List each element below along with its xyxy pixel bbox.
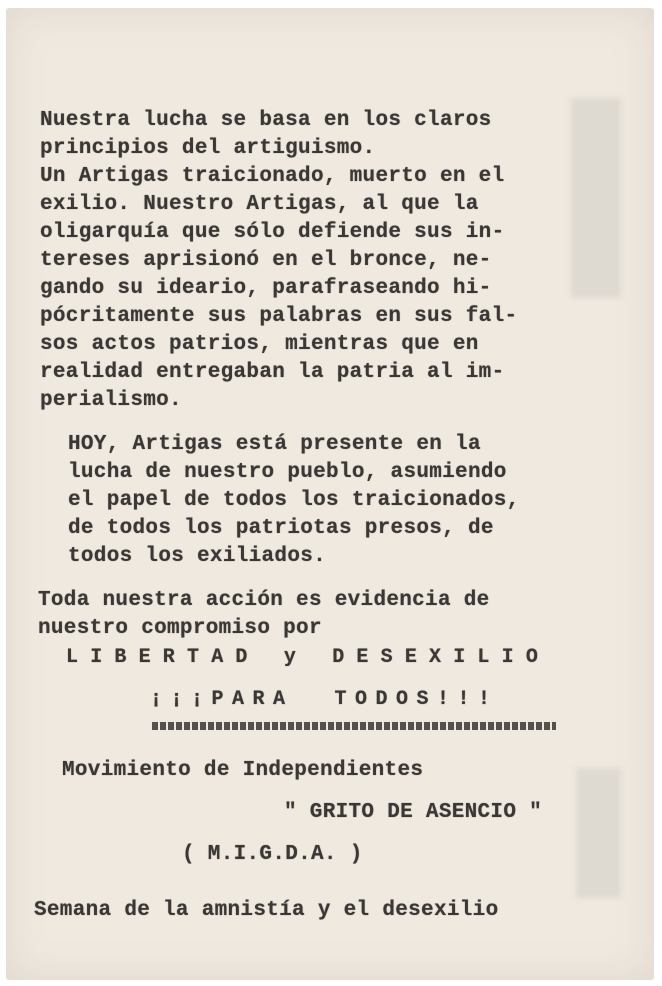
organization-name: Movimiento de Independientes [62,759,424,782]
paper-stain [571,98,621,298]
text-line: oligarquía que sólo defiende sus in- [40,221,505,244]
text-line: gando su ideario, parafraseando hi- [40,277,492,300]
organization-acronym: ( M.I.G.D.A. ) [182,843,363,866]
text-line: nuestro compromiso por [38,617,322,640]
text-line: de todos los patriotas presos, de [68,517,494,540]
text-line: sos actos patrios, mientras que en [40,333,479,356]
document-sheet [6,8,654,980]
text-line: pócritamente sus palabras en sus fal- [40,305,518,328]
text-line: perialismo. [40,389,182,412]
text-line: Toda nuestra acción es evidencia de [38,589,490,612]
slogan-for-all: ¡¡¡PARA TODOS!!! [150,688,499,711]
text-line: lucha de nuestro pueblo, asumiendo [68,461,507,484]
organization-motto: " GRITO DE ASENCIO " [284,801,543,824]
text-line: HOY, Artigas está presente en la [68,433,481,456]
text-line: Nuestra lucha se basa en los claros [40,109,492,132]
text-line: realidad entregaban la patria al im- [40,361,505,384]
text-line: tereses aprisionó en el bronce, ne- [40,249,492,272]
text-line: exilio. Nuestro Artigas, al que la [40,193,479,216]
text-line: principios del artiguismo. [40,137,376,160]
footer-note: Semana de la amnistía y el desexilio [34,899,499,922]
paper-stain [576,768,621,898]
slogan-liberty: LIBERTAD y DESEXILIO [66,646,551,669]
text-line: el papel de todos los traicionados, [68,489,520,512]
typed-underline [152,722,556,730]
text-line: Un Artigas traicionado, muerto en el [40,165,505,188]
text-line: todos los exiliados. [68,545,327,568]
